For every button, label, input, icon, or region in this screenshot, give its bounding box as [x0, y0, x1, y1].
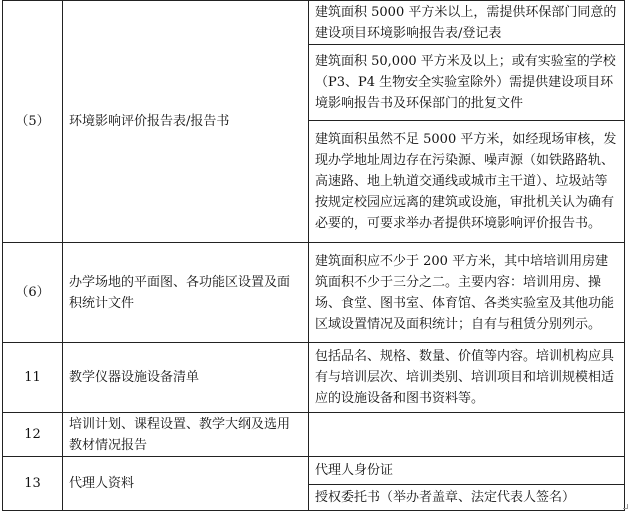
table-row [3, 343, 625, 413]
table-row [3, 457, 625, 485]
table-row [3, 1, 625, 45]
table-row [3, 243, 625, 343]
detail-cell: 建筑面积虽然不足 5000 平方米，如经现场审核，发现办学地址周边存在污染源、噪声源（如铁路路轨、高速路、地上轨道交通线或城市主干道）、垃圾站等按规定校园应远离的建筑或设施，审批机关认为确有必要的，可要求举办者提供环境影响评价报告书。 [309, 121, 625, 243]
row-number: （6） [3, 243, 63, 343]
table-row [3, 413, 625, 457]
detail-cell: 建筑面积应不少于 200 平方米，其中培培训用房建筑面积不少于三分之二。主要内容：培训用房、操场、食堂、图书室、体育馆、各类实验室及其他功能区域设置情况及面积统计；自有与租赁分别列示。 [309, 243, 625, 343]
row-number: （5） [3, 1, 63, 243]
item-name: 代理人资料 [63, 457, 309, 511]
row-number: 11 [3, 343, 63, 413]
row-number: 12 [3, 413, 63, 457]
item-name: 教学仪器设施设备清单 [63, 343, 309, 413]
detail-cell: 建筑面积 5000 平方米以上，需提供环保部门同意的建设项目环境影响报告表/登记表 [309, 1, 625, 45]
item-name: 办学场地的平面图、各功能区设置及面积统计文件 [63, 243, 309, 343]
requirements-table [2, 0, 625, 511]
detail-cell: 建筑面积 50,000 平方米及以上；或有实验室的学校（P3、P4 生物安全实验室除外）需提供建设项目环境影响报告书及环保部门的批复文件 [309, 45, 625, 121]
detail-cell: 包括品名、规格、数量、价值等内容。培训机构应具有与培训层次、培训类别、培训项目和培训规模相适应的设施设备和图书资料等。 [309, 343, 625, 413]
corner-mark [623, 504, 628, 509]
detail-cell [309, 413, 625, 457]
detail-cell: 代理人身份证 [309, 457, 625, 485]
row-number: 13 [3, 457, 63, 511]
item-name: 环境影响评价报告表/报告书 [63, 1, 309, 243]
detail-cell: 授权委托书（举办者盖章、法定代表人签名） [309, 485, 625, 511]
item-name: 培训计划、课程设置、教学大纲及选用教材情况报告 [63, 413, 309, 457]
